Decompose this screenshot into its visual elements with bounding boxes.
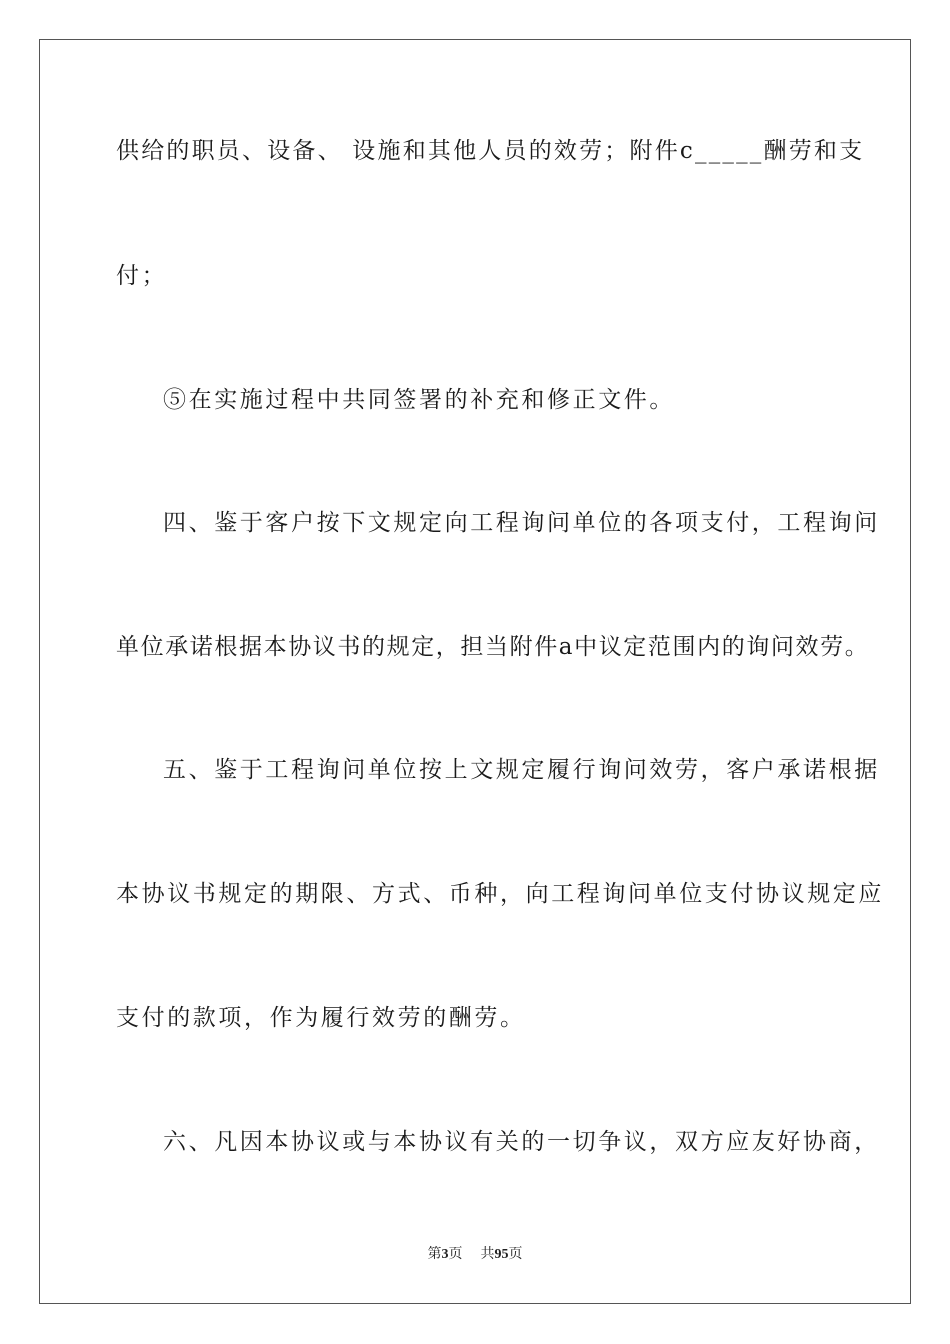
body-text-line: 单位承诺根据本协议书的规定，担当附件a中议定范围内的询问效劳。 — [116, 634, 870, 660]
page-prefix: 第 — [427, 1247, 442, 1262]
page-number: 3 — [441, 1247, 449, 1262]
body-text-line: 五、鉴于工程询问单位按上文规定履行询问效劳，客户承诺根据 — [163, 757, 880, 783]
page-border — [39, 39, 911, 1304]
total-pages: 95 — [494, 1247, 509, 1262]
body-text-line: 供给的职员、设备、 设施和其他人员的效劳；附件c_____酬劳和支 — [116, 138, 865, 164]
page-suffix: 页 — [448, 1247, 463, 1262]
body-text-line: ⑤在实施过程中共同签署的补充和修正文件。 — [163, 387, 675, 413]
body-text-line: 支付的款项，作为履行效劳的酬劳。 — [116, 1005, 526, 1031]
body-text-line: 付； — [116, 263, 168, 289]
total-prefix: 共 — [480, 1247, 495, 1262]
page-footer — [0, 1246, 950, 1264]
body-text-line: 六、凡因本协议或与本协议有关的一切争议，双方应友好协商， — [163, 1129, 880, 1155]
body-text-line: 本协议书规定的期限、方式、币种，向工程询问单位支付协议规定应 — [116, 881, 884, 907]
body-text-line: 四、鉴于客户按下文规定向工程询问单位的各项支付，工程询问 — [163, 510, 880, 536]
total-suffix: 页 — [508, 1247, 523, 1262]
